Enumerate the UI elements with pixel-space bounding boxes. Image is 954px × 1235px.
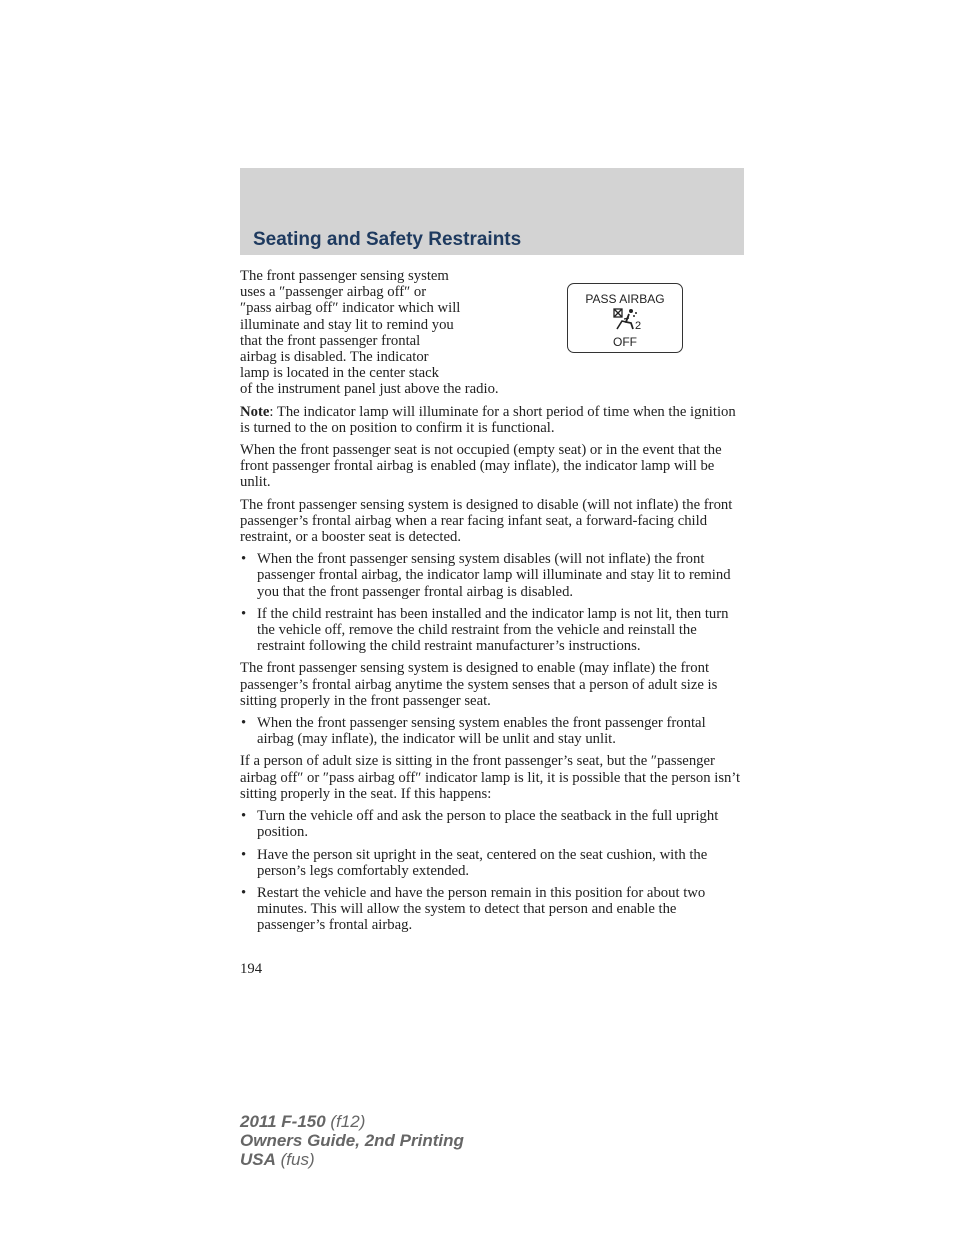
list-item: • When the front passenger sensing system disables (will not inflate) the front passenger frontal airbag, the indicator lamp will illuminate and stay lit to remind you that the front passenger frontal airbag is disabled. xyxy=(240,551,746,600)
intro-line: The front passenger sensing system xyxy=(240,268,449,284)
list-item: • Turn the vehicle off and ask the person to place the seatback in the full upright position. xyxy=(240,808,746,840)
list-item: • If the child restraint has been installed and the indicator lamp is not lit, then turn the vehicle off, remove the child restraint from the vehicle and reinstall the restraint following the child restraint manufacturer’s instructions. xyxy=(240,606,746,655)
paragraph-unoccupied: When the front passenger seat is not occupied (empty seat) or in the event that the front passenger frontal airbag is enabled (may inflate), the indicator lamp will be unlit. xyxy=(240,442,722,491)
note-paragraph xyxy=(240,404,746,436)
indicator-label-bottom: OFF xyxy=(613,335,637,349)
list-item: • Restart the vehicle and have the person remain in this position for about two minutes. This will allow the system to detect that person and enable the passenger’s frontal airbag. xyxy=(240,885,746,934)
intro-line: airbag is disabled. The indicator xyxy=(240,349,429,366)
intro-line: lamp is located in the center stack xyxy=(240,365,440,382)
intro-line: illuminate and stay lit to remind you xyxy=(240,316,454,333)
footer-region-code: (fus) xyxy=(275,1150,315,1169)
intro-line: ″pass airbag off″ indicator which will xyxy=(240,300,461,317)
list-item: • When the front passenger sensing system enables the front passenger frontal airbag (may inflate), the indicator will be unlit and stay unlit. xyxy=(240,715,746,747)
paragraph-disable: The front passenger sensing system is designed to disable (will not inflate) the front passenger’s frontal airbag when a rear facing infant seat, a forward-facing child restraint, or a booster seat is detected. xyxy=(240,496,733,546)
footer-line-region xyxy=(240,1150,464,1169)
footer-line-guide: Owners Guide, 2nd Printing xyxy=(240,1131,464,1150)
svg-text:2: 2 xyxy=(635,320,642,331)
section-header xyxy=(240,168,744,255)
list-item: • Have the person sit upright in the seat, centered on the seat cushion, with the person’s legs comfortably extended. xyxy=(240,847,746,879)
intro-line: uses a ″passenger airbag off″ or xyxy=(240,284,427,301)
paragraph-enable: The front passenger sensing system is designed to enable (may inflate) the front passenger’s frontal airbag anytime the system senses that a person of adult size is sitting properly in the front passenger seat. xyxy=(240,660,718,709)
intro-paragraph xyxy=(240,268,548,381)
footer-model: 2011 F-150 xyxy=(240,1112,326,1131)
page-number: 194 xyxy=(240,961,263,977)
note-text: : The indicator lamp will illuminate for a short period of time when the ignition is turned to the on position to confirm it is functional. xyxy=(240,403,736,436)
section-title: Seating and Safety Restraints xyxy=(253,229,522,250)
intro-line: that the front passenger frontal xyxy=(240,332,421,349)
footer-model-code: (f12) xyxy=(325,1112,366,1131)
paragraph-adult: If a person of adult size is sitting in the front passenger’s seat, but the ″passenger airbag off″ or ″pass airbag off″ indicator lamp is lit, it is possible that the person isn’t sitting properly in the seat. If this happens: xyxy=(240,753,741,802)
document-footer xyxy=(240,1112,464,1169)
footer-region: USA xyxy=(240,1150,276,1169)
footer-line-model xyxy=(240,1112,464,1131)
indicator-label-top: PASS AIRBAG xyxy=(585,292,665,306)
intro-last-line: of the instrument panel just above the radio. xyxy=(240,381,499,398)
note-label: Note xyxy=(240,403,270,420)
page-body xyxy=(240,268,746,940)
